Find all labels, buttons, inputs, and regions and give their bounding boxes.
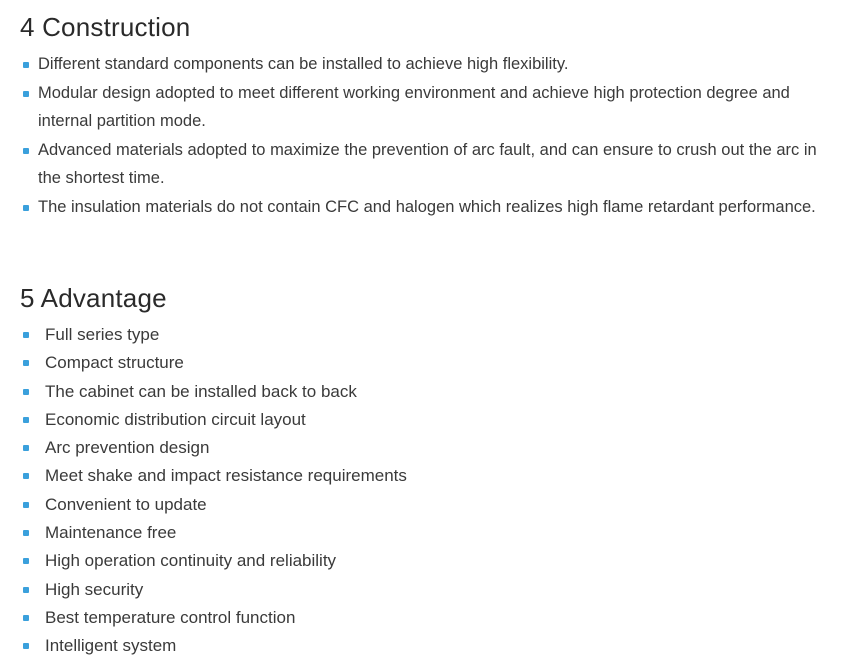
list-item [0,434,850,462]
list-item [0,321,850,349]
list-item-text: Intelligent system [45,636,177,656]
list-item-text: The insulation materials do not contain CFC and halogen which realizes high flame retardant performance. [38,197,816,216]
square-bullet-icon [23,445,29,451]
list-item [0,632,850,660]
list-item [0,519,850,547]
square-bullet-icon [23,615,29,621]
list-item-text: Compact structure [45,353,184,373]
square-bullet-icon [23,332,29,338]
advantage-heading: 5 Advantage [20,283,167,313]
list-item [0,79,850,136]
advantage-list [0,321,850,661]
square-bullet-icon [23,558,29,564]
list-item-text: Best temperature control function [45,607,296,627]
list-item-text: Advanced materials adopted to maximize the prevention of arc fault, and can ensure to crush out the arc in the shortest time. [38,140,817,187]
list-item-text: Full series type [45,325,160,344]
list-item-text: Maintenance free [45,523,177,543]
list-item [0,193,850,222]
list-item [0,462,850,490]
list-item-text: High security [45,579,144,599]
list-item [0,406,850,434]
list-item-text: Convenient to update [45,494,207,514]
square-bullet-icon [23,389,29,395]
square-bullet-icon [23,148,29,154]
list-item-text: Modular design adopted to meet different working environment and achieve high protection degree and internal partition mode. [38,83,790,130]
square-bullet-icon [23,205,29,211]
list-item-text: Economic distribution circuit layout [45,409,306,429]
square-bullet-icon [23,360,29,366]
square-bullet-icon [23,62,29,68]
list-item [0,136,850,193]
construction-section [0,10,850,221]
square-bullet-icon [23,91,29,97]
list-item [0,349,850,377]
list-item [0,491,850,519]
advantage-section [0,281,850,661]
list-item-text: Different standard components can be installed to achieve high flexibility. [38,55,569,73]
square-bullet-icon [23,417,29,423]
list-item-text: High operation continuity and reliability [45,551,337,571]
construction-heading: 4 Construction [20,12,191,42]
list-item [0,604,850,632]
list-item-text: Arc prevention design [45,438,210,458]
construction-list [0,50,850,221]
list-item-text: The cabinet can be installed back to back [45,381,357,401]
square-bullet-icon [23,643,29,649]
square-bullet-icon [23,587,29,593]
list-item-text: Meet shake and impact resistance requirements [45,466,407,486]
list-item [0,50,850,79]
list-item [0,547,850,575]
list-item [0,576,850,604]
square-bullet-icon [23,530,29,536]
square-bullet-icon [23,473,29,479]
square-bullet-icon [23,502,29,508]
list-item [0,378,850,406]
